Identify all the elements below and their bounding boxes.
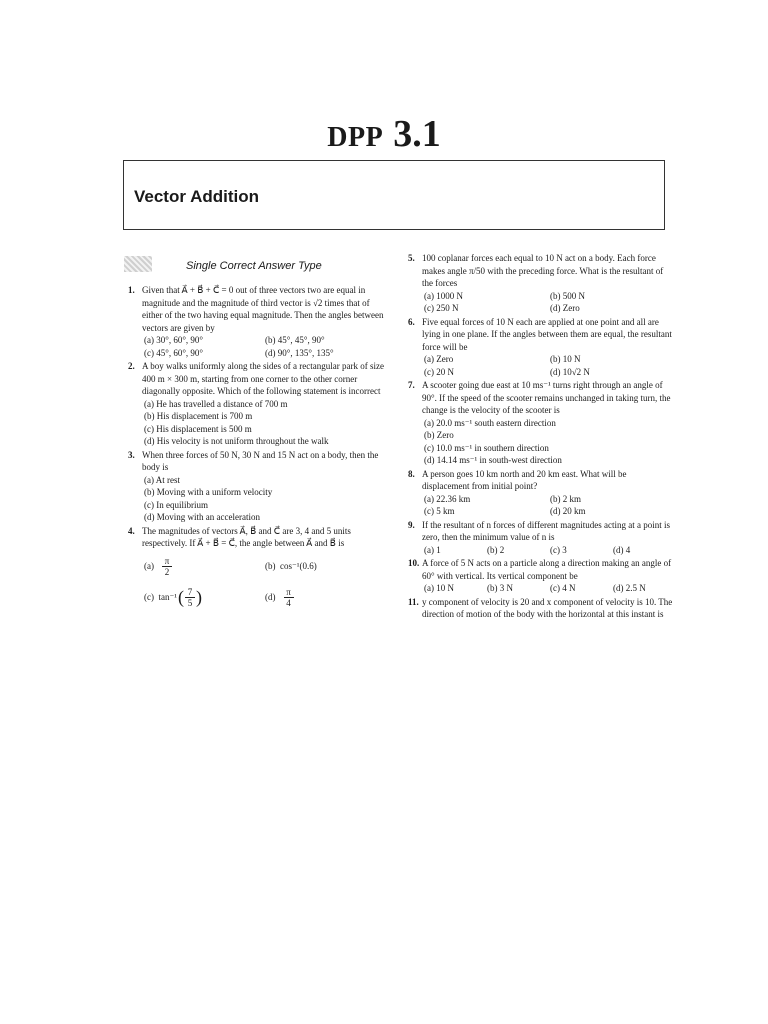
question <box>128 284 386 359</box>
option <box>144 587 265 608</box>
option: (a) At rest <box>144 474 180 485</box>
options <box>142 334 386 359</box>
fraction <box>162 556 172 577</box>
option-label: (c) <box>144 591 154 602</box>
option-label: (a) <box>144 560 154 571</box>
option: (d) 10√2 N <box>550 366 590 377</box>
question-number: 1. <box>128 285 135 295</box>
question <box>128 525 386 608</box>
question-text: If the resultant of n forces of different magnitudes acting at a point is zero, then the minimum value of n is <box>422 519 671 542</box>
question-number: 2. <box>128 361 135 371</box>
options <box>142 398 386 448</box>
options <box>422 417 676 467</box>
question <box>128 449 386 524</box>
question <box>408 596 676 621</box>
question <box>128 360 386 448</box>
options <box>422 353 676 378</box>
option: (a) 1 <box>424 544 441 555</box>
left-paren: ( <box>177 587 184 607</box>
question <box>408 379 676 467</box>
title-prefix: DPP <box>327 122 384 153</box>
option: (a) 22.36 km <box>424 493 471 504</box>
option: (c) 250 N <box>424 303 459 313</box>
option <box>265 556 386 577</box>
option: (d) 20 km <box>550 506 586 516</box>
fraction <box>284 587 294 608</box>
option: (c) His displacement is 500 m <box>144 423 252 434</box>
question-text: A scooter going due east at 10 ms⁻¹ turns right through an angle of 90°. If the speed of the scooter remains unchanged in taking turn, the change is the velocity of the scooter is <box>422 380 671 415</box>
question-text: Five equal forces of 10 N each are applied at one point and all are lying in one plane. If the angles between them are equal, the resultant force will be <box>422 316 672 352</box>
question-text: When three forces of 50 N, 30 N and 15 N act on a body, then the body is <box>142 449 379 472</box>
right-column <box>408 252 676 622</box>
option: (d) 90°, 135°, 135° <box>265 347 334 358</box>
page-title <box>0 112 768 156</box>
question <box>408 557 676 595</box>
chapter-header-box <box>123 160 665 230</box>
option: (b) 45°, 45°, 90° <box>265 335 325 345</box>
question-text: Given that A⃗ + B⃗ + C⃗ = 0 out of three vectors two are equal in magnitude and the magnitude of third vector is √2 times that of either of the two having equal magnitude. Then the angles between vectors are given by <box>142 285 384 333</box>
question-text: y component of velocity is 20 and x component of velocity is 10. The direction of motion of the body with the horizontal at this instant is <box>422 596 673 619</box>
option: (c) In equilibrium <box>144 499 208 510</box>
fraction-denominator: 2 <box>164 566 170 577</box>
option <box>265 587 386 608</box>
option: (c) 20 N <box>424 366 454 377</box>
option: (a) He has travelled a distance of 700 m <box>144 398 288 409</box>
option: (c) 10.0 ms⁻¹ in southern direction <box>424 442 549 453</box>
option: (b) 500 N <box>550 290 585 301</box>
fraction-numerator: π <box>164 555 170 566</box>
fraction <box>185 587 195 608</box>
question-number: 10. <box>408 558 420 568</box>
question-number: 7. <box>408 380 415 390</box>
option: (b) 2 <box>487 544 505 555</box>
options <box>142 556 386 608</box>
question-text: 100 coplanar forces each equal to 10 N act on a body. Each force makes angle π/50 with the preceding force. What is the resultant of the forces <box>422 253 664 288</box>
question <box>408 519 676 557</box>
question-number: 6. <box>408 316 415 327</box>
question-number: 11. <box>408 596 419 607</box>
question-number: 8. <box>408 468 415 479</box>
question <box>408 316 676 379</box>
option: (d) 14.14 ms⁻¹ in south-west direction <box>424 455 562 465</box>
option-label: (b) <box>265 560 276 571</box>
option: (d) Zero <box>550 303 580 313</box>
question-number: 3. <box>128 449 135 460</box>
options <box>142 474 386 524</box>
question-text: A boy walks uniformly along the sides of a rectangular park of size 400 m × 300 m, starting from one corner to the other corner diagonally opposite. Which of the following statement is incorrect <box>142 361 384 396</box>
option: (c) 4 N <box>550 583 576 593</box>
option: (a) 10 N <box>424 583 454 593</box>
option: (c) 45°, 60°, 90° <box>144 347 204 358</box>
option-function: tan⁻¹ <box>154 591 177 602</box>
option: (b) Moving with a uniform velocity <box>144 487 273 497</box>
option: (d) 2.5 N <box>613 583 646 593</box>
section-heading: Single Correct Answer Type <box>186 260 322 272</box>
option: (a) 30°, 60°, 90° <box>144 335 204 345</box>
options <box>422 493 676 518</box>
question-text: A force of 5 N acts on a particle along a direction making an angle of 60° with vertical. Its vertical component be <box>422 558 672 581</box>
option: (b) Zero <box>424 430 454 440</box>
option: (b) 2 km <box>550 493 581 504</box>
question <box>408 252 676 315</box>
question <box>408 468 676 518</box>
right-paren: ) <box>195 587 202 607</box>
option: (c) 5 km <box>424 506 455 516</box>
options <box>422 582 676 595</box>
fraction-numerator: 7 <box>187 586 193 597</box>
section-ornament-icon <box>124 256 152 272</box>
left-column <box>128 284 386 609</box>
chapter-title: Vector Addition <box>134 187 259 206</box>
option: (a) 20.0 ms⁻¹ south eastern direction <box>424 417 556 428</box>
option-expression: cos⁻¹(0.6) <box>275 560 317 571</box>
option: (c) 3 <box>550 544 567 555</box>
option: (a) 1000 N <box>424 290 463 301</box>
fraction-denominator: 5 <box>187 597 193 608</box>
option: (a) Zero <box>424 354 454 364</box>
option <box>144 556 265 577</box>
option: (b) 10 N <box>550 354 581 364</box>
option: (d) 4 <box>613 544 631 555</box>
fraction-denominator: 4 <box>286 597 291 608</box>
options <box>422 544 676 557</box>
question-number: 5. <box>408 253 415 263</box>
option: (b) His displacement is 700 m <box>144 411 253 421</box>
option: (d) His velocity is not uniform throughout the walk <box>144 436 329 446</box>
title-number: 3.1 <box>393 113 441 155</box>
question-number: 9. <box>408 519 415 530</box>
fraction-numerator: π <box>286 586 291 597</box>
question-number: 4. <box>128 525 135 536</box>
question-text: A person goes 10 km north and 20 km east. What will be displacement from initial point? <box>422 468 627 491</box>
option: (b) 3 N <box>487 583 513 593</box>
option-label: (d) <box>265 591 276 602</box>
question-text: The magnitudes of vectors A⃗, B⃗ and C⃗ are 3, 4 and 5 units respectively. If A⃗ + B⃗ = C⃗, the angle between A⃗ and B⃗ is <box>142 525 351 548</box>
option: (d) Moving with an acceleration <box>144 512 260 522</box>
options <box>422 290 676 315</box>
